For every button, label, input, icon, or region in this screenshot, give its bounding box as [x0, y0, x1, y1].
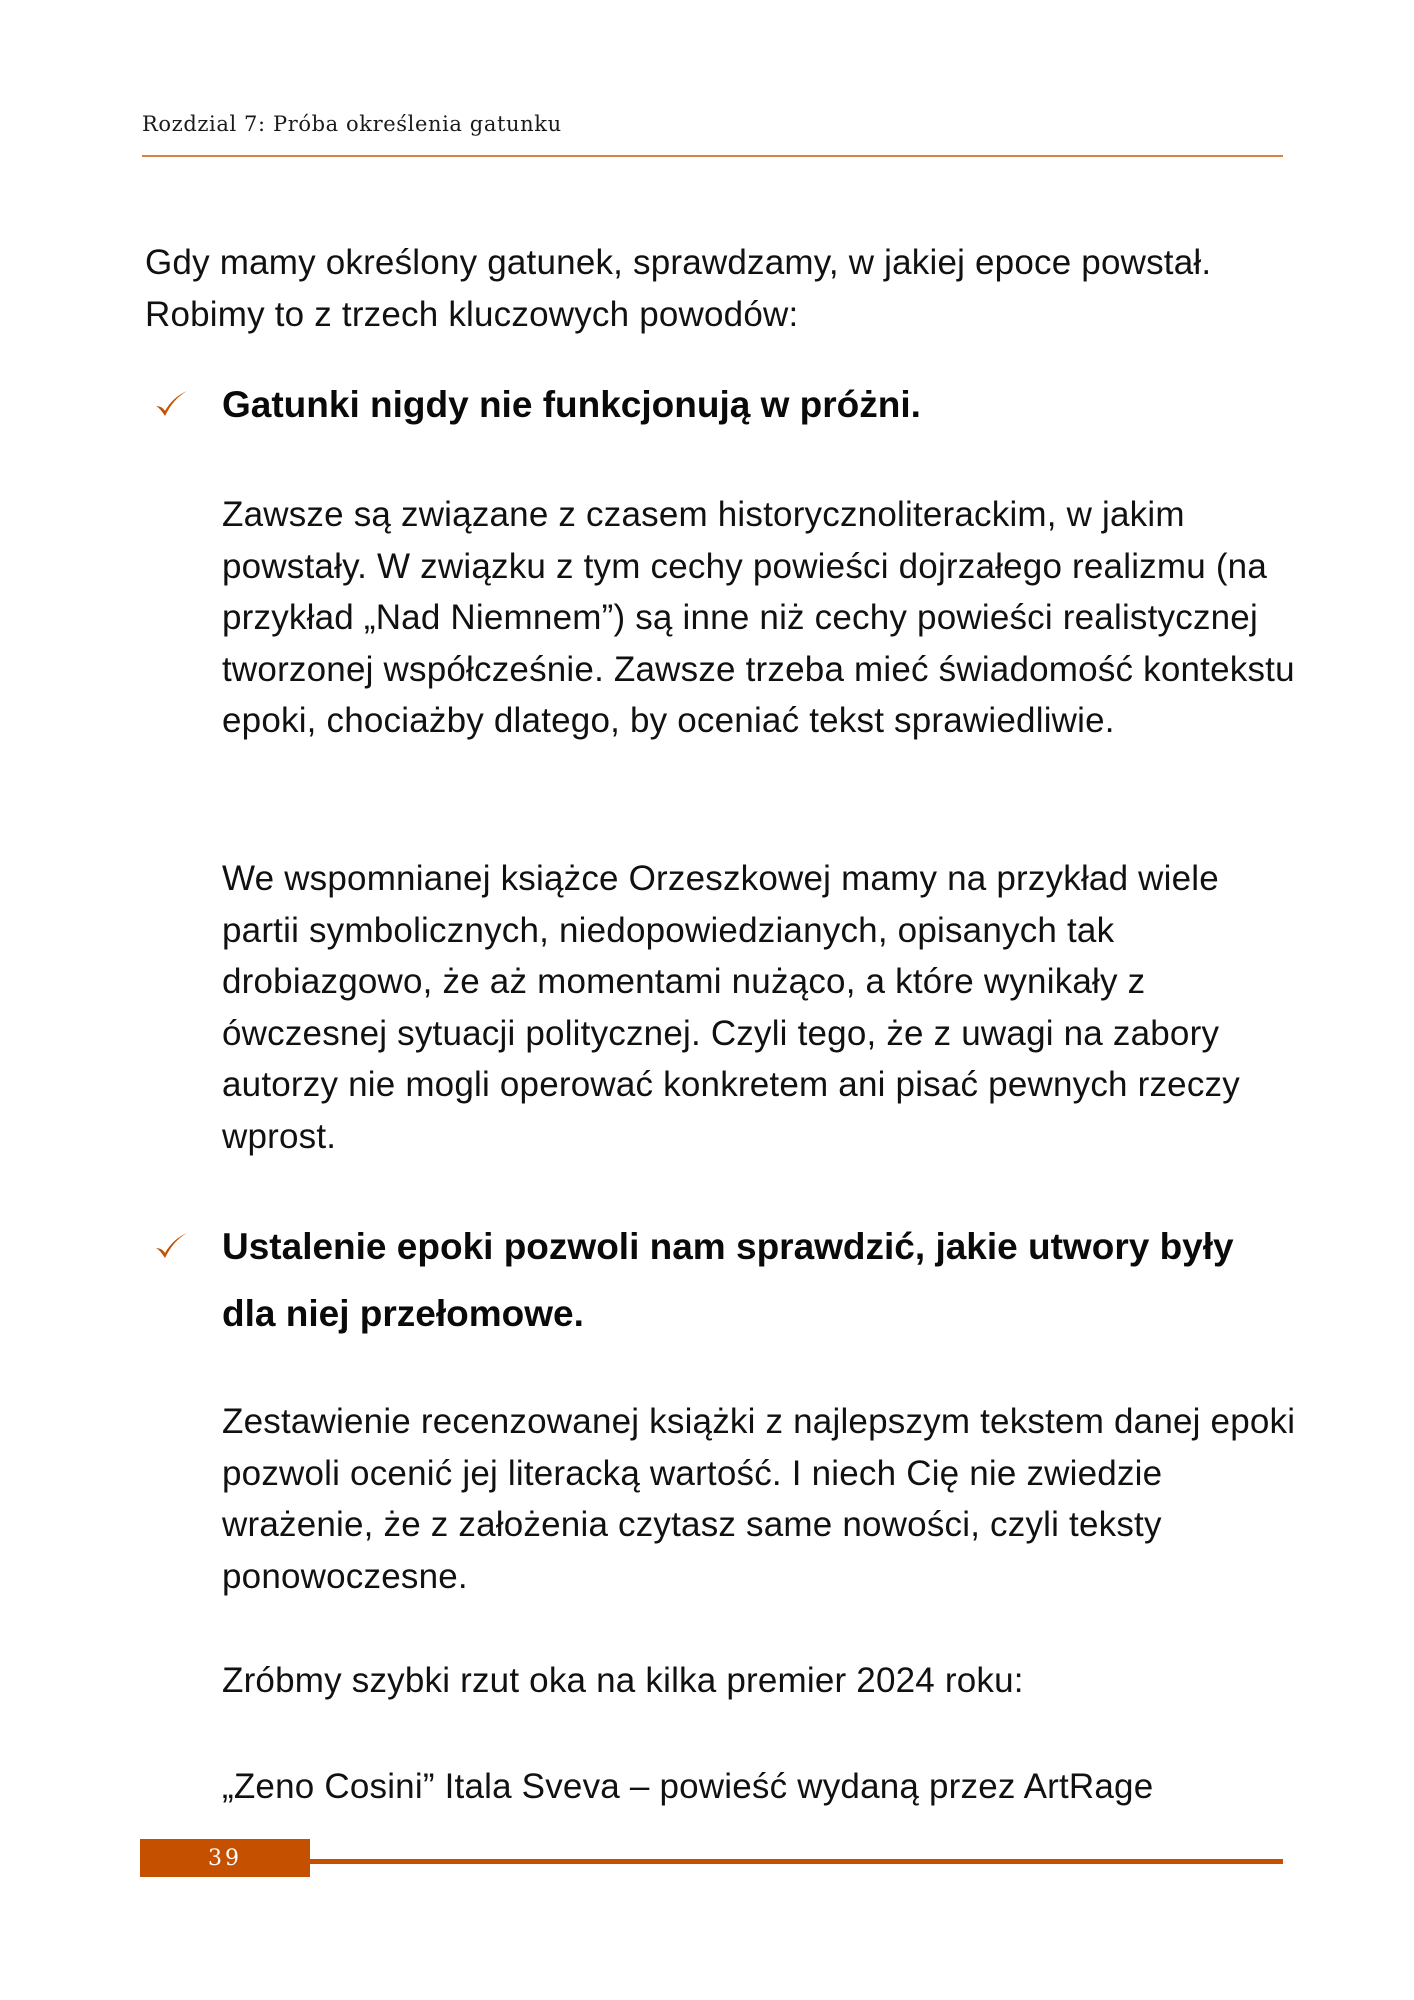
- page-number: 39: [208, 1845, 242, 1871]
- section-paragraph: We wspomnianej książce Orzeszkowej mamy na przykład wiele partii symbolicznych, niedopowiedzianych, opisanych tak drobiazgowo, że aż momentami nużąco, a które wynikały z ówczesnej sytuacji politycznej. Czyli tego, że z uwagi na zabory autorzy nie mogli operować konkretem ani pisać pewnych rzeczy wprost.: [222, 859, 1240, 1156]
- chapter-title: Rozdzial 7: Próba określenia gatunku: [142, 112, 562, 136]
- intro-paragraph: Gdy mamy określony gatunek, sprawdzamy, w jakiej epoce powstał. Robimy to z trzech kluczowych powodów:: [145, 243, 1212, 334]
- header-divider: [142, 155, 1283, 157]
- section-paragraph: Zawsze są związane z czasem historycznoliterackim, w jakim powstały. W związku z tym cechy powieści dojrzałego realizmu (na przykład „Nad Niemnem”) są inne niż cechy powieści realistycznej tworzonej współcześnie. Zawsze trzeba mieć świadomość kontekstu epoki, chociażby dlatego, by oceniać tekst sprawiedliwie.: [222, 495, 1295, 740]
- section-heading: Ustalenie epoki pozwoli nam sprawdzić, jakie utwory były dla niej przełomowe.: [222, 1226, 1234, 1334]
- section-paragraph: Zróbmy szybki rzut oka na kilka premier 2024 roku:: [222, 1661, 1024, 1700]
- section-paragraph: Zestawienie recenzowanej książki z najlepszym tekstem danej epoki pozwoli ocenić jej literacką wartość. I niech Cię nie zwiedzie wrażenie, że z założenia czytasz same nowości, czyli teksty ponowoczesne.: [222, 1402, 1296, 1596]
- footer-divider: [310, 1859, 1283, 1864]
- page-number-badge: [140, 1839, 310, 1877]
- checkmark-icon: [153, 1231, 189, 1261]
- book-list-item: „Zeno Cosini” Itala Sveva – powieść wydaną przez ArtRage: [222, 1767, 1154, 1806]
- checkmark-icon: [153, 389, 189, 419]
- section-heading: Gatunki nigdy nie funkcjonują w próżni.: [222, 384, 921, 425]
